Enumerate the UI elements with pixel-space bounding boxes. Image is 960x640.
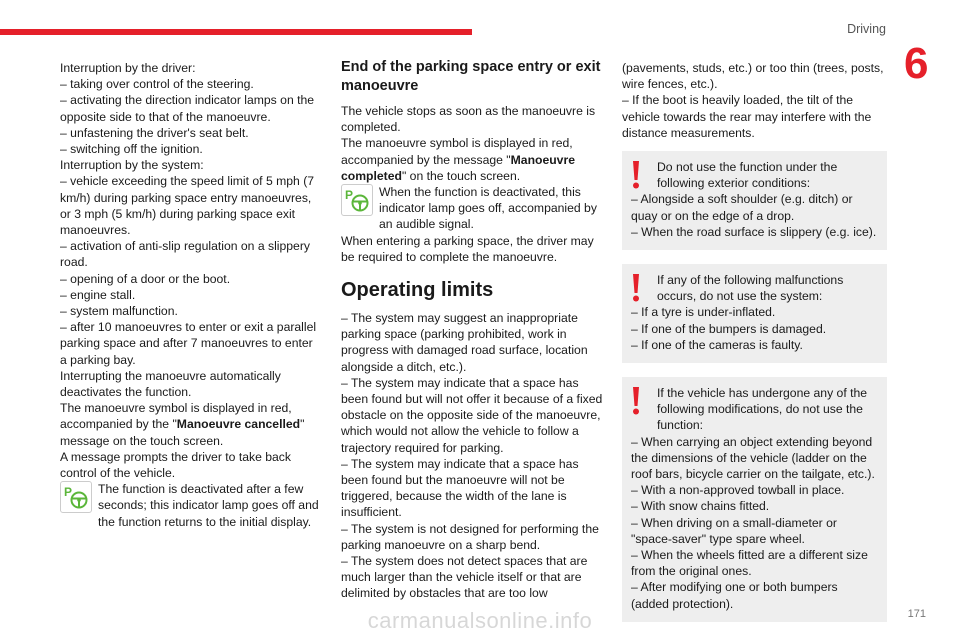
col1-line: – taking over control of the steering. [60, 77, 254, 92]
warning-item: – If a tyre is under-inflated. [631, 305, 776, 320]
operating-limits-heading: Operating limits [341, 279, 494, 302]
warnings [622, 151, 887, 622]
chapter-number: 6 [904, 39, 929, 88]
limit-item: – The system does not detect spaces that are much larger than the vehicle itself or that are delimited by obstacles that are too low [341, 554, 588, 601]
column-1 [60, 60, 322, 530]
column-3 [622, 60, 887, 636]
limit-item: – The system may indicate that a space has been found but the manoeuvre will not be triggered, because the width of the lane is insufficient. [341, 456, 579, 520]
col1-indicator-note [60, 481, 322, 530]
col1-line: Interrupting the manoeuvre automatically deactivates the function. [60, 368, 281, 400]
warning-item: – With a non-approved towball in place. [631, 483, 845, 498]
warning-item: – If one of the cameras is faulty. [631, 337, 803, 352]
svg-text:P: P [345, 188, 354, 203]
warning-item: – When carrying an object extending beyond the dimensions of the vehicle (ladder on the roof bars, bicycle carrier on the tailgate, etc.). [631, 434, 875, 482]
operating-limits-list [341, 310, 603, 602]
warning-box [622, 377, 887, 622]
limit-item: – The system may indicate that a space has been found but will not offer it because of a fixed obstacle on the opposite side of the manoeuvre, which would not allow the vehicle to follow a trajectory required for parking. [341, 375, 603, 455]
warning-lead: If any of the following malfunctions occurs, do not use the system: [657, 273, 844, 304]
warning-item: – When driving on a small-diameter or "space-saver" type spare wheel. [631, 515, 837, 546]
col1-lines [60, 60, 322, 400]
col2-symbol-post: " on the touch screen. [401, 168, 521, 183]
svg-text:P: P [64, 485, 73, 500]
warning-item: – Alongside a soft shoulder (e.g. ditch) or quay or on the edge of a drop. [631, 192, 853, 223]
col1-line: – activation of anti-slip regulation on a slippery road. [60, 239, 310, 270]
col1-line: – activating the direction indicator lamps on the opposite side to that of the manoeuvre. [60, 93, 315, 124]
col1-line: – engine stall. [60, 287, 136, 302]
col1-line: Interruption by the driver: [60, 61, 196, 75]
warning-exclamation-icon [631, 387, 641, 415]
col2-indicator-text: When the function is deactivated, this indicator lamp goes off, accompanied by an audible signal. [379, 185, 597, 232]
section-title: Driving [847, 22, 886, 36]
warning-item: – When the wheels fitted are a different size from the original ones. [631, 548, 868, 579]
col1-line: – vehicle exceeding the speed limit of 5 mph (7 km/h) during parking space entry manoeuvres, or 3 mph (5 km/h) during parking space exit manoeuvres. [60, 174, 315, 238]
park-assist-indicator-icon [60, 481, 92, 513]
col2-symbol-message [341, 135, 603, 184]
limit-item: – The system may suggest an inappropriate parking space (parking prohibited, work in progress with damaged road surface, location alongside a ditch, etc.). [341, 311, 588, 374]
warning-exclamation-icon [631, 274, 641, 302]
page-number: 171 [907, 608, 926, 620]
col1-symbol-pre: The manoeuvre symbol is displayed in red, accompanied by the " [60, 401, 292, 432]
end-manoeuvre-heading: End of the parking space entry or exit manoeuvre [341, 59, 601, 94]
col1-line: – unfastening the driver's seat belt. [60, 125, 249, 140]
warning-item: – With snow chains fitted. [631, 499, 770, 514]
limit-item: – The system is not designed for performing the parking manoeuvre on a sharp bend. [341, 521, 599, 552]
col1-symbol-post: " message on the touch screen. [60, 417, 305, 448]
col1-line: – system malfunction. [60, 304, 178, 319]
col1-indicator-text: The function is deactivated after a few seconds; this indicator lamp goes off and the function returns to the initial display. [98, 482, 319, 529]
col3-line: – If the boot is heavily loaded, the tilt of the vehicle towards the rear may interfere with the distance measurements. [622, 93, 872, 140]
watermark: carmanualsonline.info [367, 608, 593, 633]
col1-symbol-bold: Manoeuvre cancelled [176, 417, 301, 432]
col1-line: – after 10 manoeuvres to enter or exit a parallel parking space and after 7 manoeuvres to enter a parking bay. [60, 320, 317, 367]
warning-item: – After modifying one or both bumpers (added protection). [631, 580, 838, 611]
column-2 [341, 58, 603, 602]
warning-item: – When the road surface is slippery (e.g. ice). [631, 224, 877, 239]
header-red-bar [0, 29, 472, 35]
warning-box [622, 151, 887, 250]
warning-exclamation-icon [631, 161, 641, 189]
col2-entering: When entering a parking space, the driver may be required to complete the manoeuvre. [341, 233, 594, 264]
col2-indicator-note [341, 184, 603, 233]
col2-stops: The vehicle stops as soon as the manoeuvre is completed. [341, 104, 596, 135]
warning-item: – If one of the bumpers is damaged. [631, 321, 827, 336]
col3-continued [622, 60, 887, 141]
col1-line: – switching off the ignition. [60, 142, 203, 157]
warning-box [622, 264, 887, 363]
col1-line: Interruption by the system: [60, 158, 204, 173]
col2-symbol-bold: Manoeuvre completed [341, 152, 575, 183]
warning-lead: If the vehicle has undergone any of the following modifications, do not use the function: [657, 386, 868, 433]
col3-line: (pavements, studs, etc.) or too thin (trees, posts, wire fences, etc.). [622, 61, 884, 92]
col1-symbol-message [60, 400, 322, 449]
col1-line: – opening of a door or the boot. [60, 271, 231, 286]
warning-lead: Do not use the function under the following exterior conditions: [657, 160, 838, 191]
park-assist-indicator-icon [341, 184, 373, 216]
col2-symbol-pre: The manoeuvre symbol is displayed in red, accompanied by the message " [341, 136, 573, 167]
col1-prompt: A message prompts the driver to take back control of the vehicle. [60, 449, 291, 481]
